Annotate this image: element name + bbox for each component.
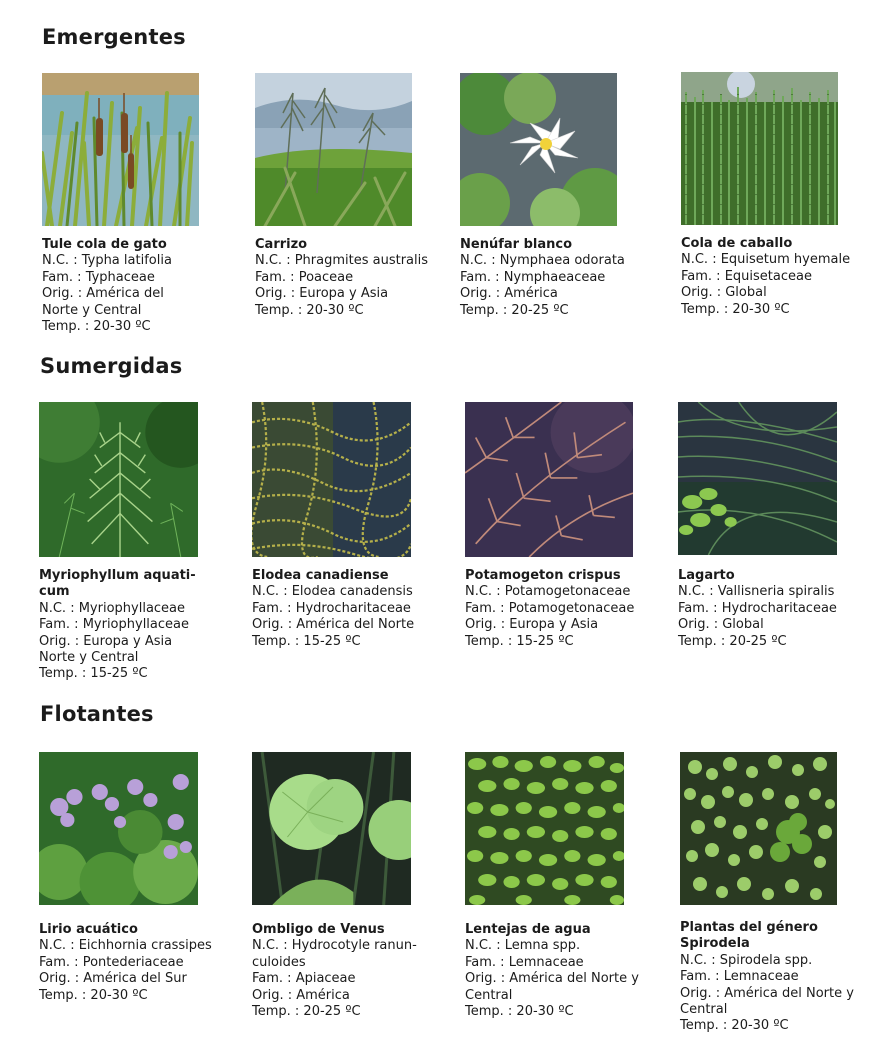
plant-card-lentejas-de-agua — [465, 752, 651, 1020]
plant-family: Fam. : Hydrocharitaceae — [678, 600, 837, 616]
plant-origin: Orig. : Europa y Asia Norte y Central — [39, 633, 173, 666]
lirio-info — [39, 922, 225, 1004]
plant-temperature: Temp. : 20-30 ºC — [465, 1004, 574, 1020]
plant-temperature: Temp. : 15-25 ºC — [39, 666, 148, 682]
plant-scientific-name: N.C. : Phragmites australis — [255, 253, 429, 269]
plant-card-nenufar — [460, 73, 646, 319]
plant-name: Plantas del género Spirodela — [680, 920, 818, 952]
potamogeton-info — [465, 568, 651, 650]
plant-scientific-name: N.C. : Nymphaea odorata — [460, 253, 625, 269]
plant-origin: Orig. : Europa y Asia — [465, 617, 599, 633]
plant-temperature: Temp. : 20-30 ºC — [255, 302, 364, 318]
section-title-flotantes: Flotantes — [40, 702, 154, 726]
plant-name: Potamogeton crispus — [465, 568, 621, 583]
plant-temperature: Temp. : 15-25 ºC — [252, 633, 361, 649]
potamogeton-photo — [465, 402, 633, 557]
plant-scientific-name: N.C. : Hydrocotyle ranun- culoides — [252, 938, 417, 970]
plant-origin: Orig. : América — [252, 987, 350, 1003]
lirio-photo — [39, 752, 198, 905]
plant-name: Tule cola de gato — [42, 237, 167, 252]
plant-temperature: Temp. : 20-30 ºC — [680, 1018, 789, 1034]
plant-family: Fam. : Lemnaceae — [680, 969, 799, 985]
plant-scientific-name: N.C. : Lemna spp. — [465, 938, 581, 954]
plant-card-lagarto — [678, 402, 864, 650]
plant-family: Fam. : Hydrocharitaceae — [252, 600, 411, 616]
lagarto-photo — [678, 402, 837, 555]
plant-temperature: Temp. : 20-25 ºC — [678, 633, 787, 649]
lentejas-de-agua-photo — [465, 752, 624, 905]
plant-family: Fam. : Typhaceae — [42, 269, 155, 285]
plant-temperature: Temp. : 20-30 ºC — [681, 301, 790, 317]
ombligo-de-venus-info — [252, 922, 438, 1020]
plant-origin: Orig. : Global — [681, 285, 767, 301]
plant-temperature: Temp. : 20-30 ºC — [42, 319, 151, 335]
plant-family: Fam. : Apiaceae — [252, 971, 356, 987]
plant-card-potamogeton — [465, 402, 651, 650]
plant-scientific-name: N.C. : Myriophyllaceae — [39, 600, 186, 616]
plant-origin: Orig. : América del Sur — [39, 971, 187, 987]
plant-name: Lagarto — [678, 568, 735, 583]
plant-card-spirodela — [680, 752, 866, 1035]
section-title-emergentes: Emergentes — [42, 25, 186, 49]
spirodela-info — [680, 920, 866, 1035]
nenufar-info — [460, 237, 646, 319]
cola-de-caballo-photo — [681, 72, 838, 225]
plant-family: Fam. : Nymphaeaceae — [460, 269, 606, 285]
tule-info — [42, 237, 228, 335]
plant-card-carrizo — [255, 73, 441, 319]
myriophyllum-info — [39, 568, 225, 683]
plant-scientific-name: N.C. : Elodea canadensis — [252, 584, 413, 600]
plant-name: Lirio acuático — [39, 922, 138, 937]
plant-card-myriophyllum — [39, 402, 225, 683]
plant-card-ombligo-de-venus — [252, 752, 438, 1020]
plant-family: Fam. : Equisetaceae — [681, 268, 812, 284]
plant-family: Fam. : Lemnaceae — [465, 954, 584, 970]
plant-name: Lentejas de agua — [465, 922, 591, 937]
plant-origin: Orig. : América del Norte y Central — [465, 971, 639, 1003]
plant-name: Ombligo de Venus — [252, 922, 385, 937]
plant-scientific-name: N.C. : Equisetum hyemale — [681, 252, 851, 268]
elodea-photo — [252, 402, 411, 557]
plant-scientific-name: N.C. : Spirodela spp. — [680, 952, 813, 968]
elodea-info — [252, 568, 438, 650]
plant-name: Myriophyllum aquati- cum — [39, 568, 196, 600]
plant-origin: Orig. : Global — [678, 617, 764, 633]
plant-scientific-name: N.C. : Potamogetonaceae — [465, 584, 631, 600]
plant-family: Fam. : Pontederiaceae — [39, 954, 184, 970]
plant-origin: Orig. : América del Norte y Central — [42, 286, 164, 318]
plant-card-elodea — [252, 402, 438, 650]
plant-family: Fam. : Poaceae — [255, 269, 354, 285]
lentejas-de-agua-info — [465, 922, 651, 1020]
spirodela-photo — [680, 752, 837, 905]
plant-scientific-name: N.C. : Typha latifolia — [42, 253, 172, 269]
plant-family: Fam. : Potamogetonaceae — [465, 600, 635, 616]
plant-card-lirio — [39, 752, 225, 1004]
plant-temperature: Temp. : 20-30 ºC — [39, 987, 148, 1003]
plant-name: Nenúfar blanco — [460, 237, 572, 252]
plant-family: Fam. : Myriophyllaceae — [39, 617, 189, 633]
plant-card-cola-de-caballo — [681, 72, 867, 318]
plant-origin: Orig. : América — [460, 286, 558, 302]
plant-name: Elodea canadiense — [252, 568, 389, 583]
plant-temperature: Temp. : 20-25 ºC — [460, 302, 569, 318]
lagarto-info — [678, 568, 864, 650]
nenufar-photo — [460, 73, 617, 226]
plant-name: Cola de caballo — [681, 236, 793, 251]
carrizo-info — [255, 237, 441, 319]
plant-origin: Orig. : América del Norte — [252, 617, 415, 633]
plant-scientific-name: N.C. : Vallisneria spiralis — [678, 584, 835, 600]
plant-origin: Orig. : América del Norte y Central — [680, 985, 854, 1018]
carrizo-photo — [255, 73, 412, 226]
ombligo-de-venus-photo — [252, 752, 411, 905]
plant-name: Carrizo — [255, 237, 308, 252]
cola-de-caballo-info — [681, 236, 867, 318]
plant-temperature: Temp. : 15-25 ºC — [465, 633, 574, 649]
plant-card-tule — [42, 73, 228, 335]
plant-scientific-name: N.C. : Eichhornia crassipes — [39, 938, 212, 954]
plant-temperature: Temp. : 20-25 ºC — [252, 1004, 361, 1020]
section-title-sumergidas: Sumergidas — [40, 354, 183, 378]
myriophyllum-photo — [39, 402, 198, 557]
plant-origin: Orig. : Europa y Asia — [255, 286, 389, 302]
tule-photo — [42, 73, 199, 226]
